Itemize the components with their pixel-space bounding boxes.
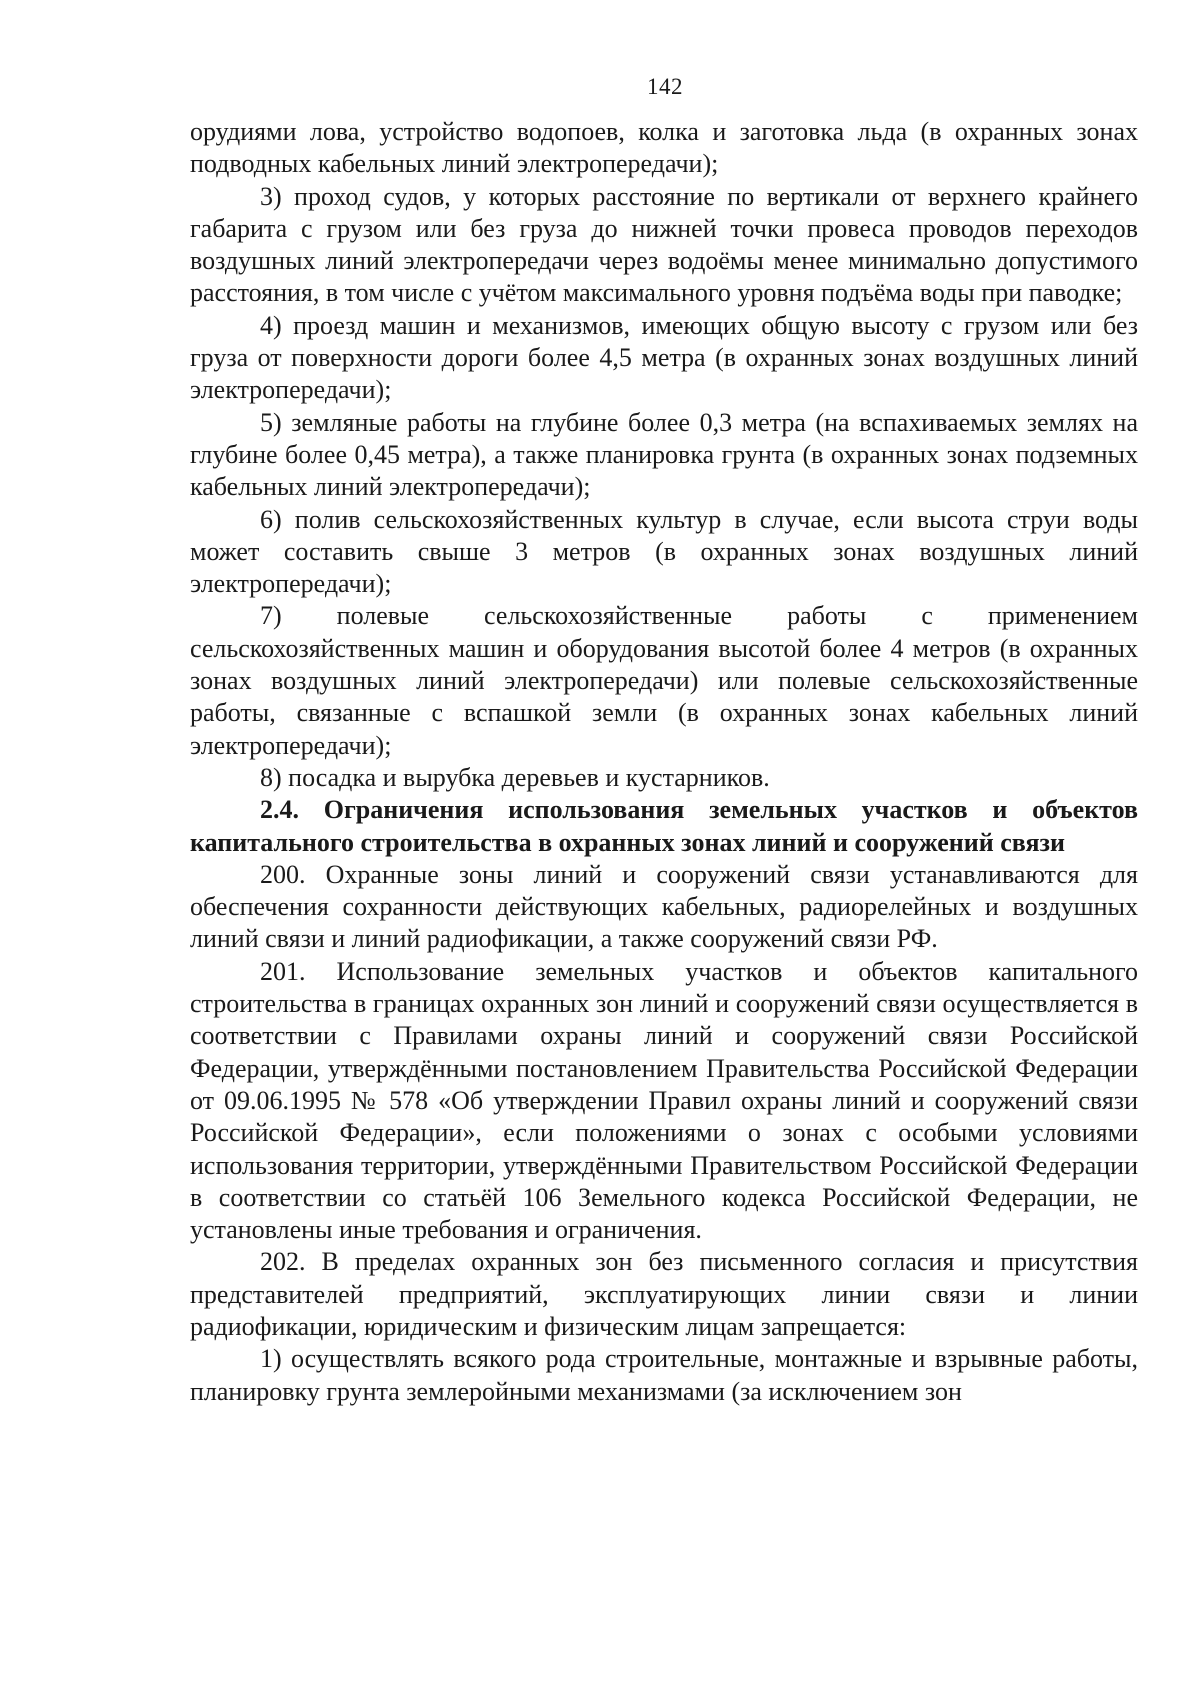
document-body bbox=[190, 116, 1138, 1408]
list-item-5: 5) земляные работы на глубине более 0,3 метра (на вспахиваемых землях на глубине более 0,45 метра), а также планировка грунта (в охранных зонах подземных кабельных линий электропередачи); bbox=[190, 407, 1138, 502]
page-number: 142 bbox=[647, 74, 683, 99]
list-item-7: 7) полевые сельскохозяйственные работы с применением сельскохозяйственных машин и оборудования высотой более 4 метров (в охранных зонах воздушных линий электропередачи) или полевые сельскохозяйственные работы, связанные с вспашкой земли (в охранных зонах кабельных линий электропередачи); bbox=[190, 601, 1138, 760]
list-item-1-restriction: 1) осуществлять всякого рода строительные, монтажные и взрывные работы, планировку грунта землеройными механизмами (за исключением зон bbox=[190, 1344, 1138, 1406]
paragraph-200: 200. Охранные зоны линий и сооружений связи устанавливаются для обеспечения сохранности действующих кабельных, радиорелейных и воздушных линий связи и линий радиофикации, а также сооружений связи РФ. bbox=[190, 859, 1138, 954]
list-item-3: 3) проход судов, у которых расстояние по вертикали от верхнего крайнего габарита с грузом или без груза до нижней точки провеса проводов переходов воздушных линий электропередачи через водоёмы менее минимально допустимого расстояния, в том числе с учётом максимального уровня подъёма воды при паводке; bbox=[190, 181, 1138, 308]
section-heading: 2.4. Ограничения использования земельных участков и объектов капитального строительства в охранных зонах линий и сооружений связи bbox=[190, 795, 1138, 857]
list-item-8: 8) посадка и вырубка деревьев и кустарников. bbox=[260, 762, 770, 792]
paragraph-202: 202. В пределах охранных зон без письменного согласия и присутствия представителей предприятий, эксплуатирующих линии связи и линии радиофикации, юридическим и физическим лицам запрещается: bbox=[190, 1247, 1138, 1341]
list-item-6: 6) полив сельскохозяйственных культур в случае, если высота струи воды может составить свыше 3 метров (в охранных зонах воздушных линий электропередачи); bbox=[190, 504, 1138, 599]
paragraph-continuation: орудиями лова, устройство водопоев, колка и заготовка льда (в охранных зонах подводных кабельных линий электропередачи); bbox=[190, 117, 1138, 179]
list-item-4: 4) проезд машин и механизмов, имеющих общую высоту с грузом или без груза от поверхности дороги более 4,5 метра (в охранных зонах воздушных линий электропередачи); bbox=[190, 310, 1138, 405]
paragraph-201: 201. Использование земельных участков и объектов капитального строительства в границах охранных зон линий и сооружений связи осуществляется в соответствии с Правилами охраны линий и сооружений связи Российской Федерации, утверждёнными постановлением Правительства Российской Федерации от 09.06.1995 № 578 «Об утверждении Правил охраны линий и сооружений связи Российской Федерации», если положениями о зонах с особыми условиями использования территории, утверждёнными Правительством Российской Федерации в соответствии со статьёй 106 Земельного кодекса Российской Федерации, не установлены иные требования и ограничения. bbox=[190, 956, 1138, 1245]
